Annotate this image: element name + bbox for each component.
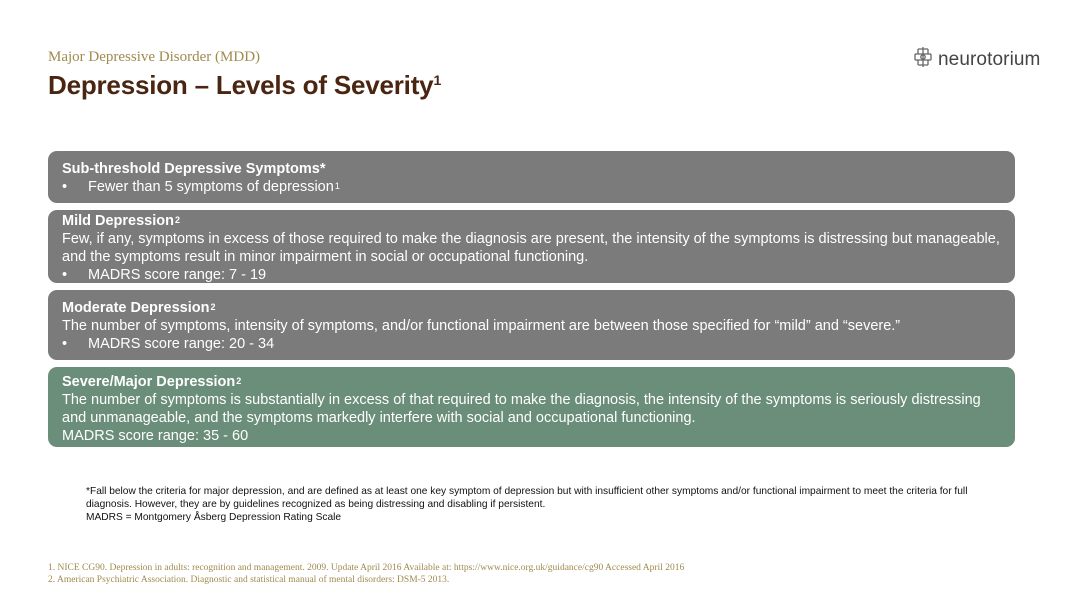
severity-box-subthreshold — [48, 151, 1015, 203]
bullet-sup: 1 — [334, 181, 340, 191]
severity-box-moderate — [48, 290, 1015, 360]
footnote — [86, 485, 1006, 524]
heading-sup: 2 — [236, 376, 242, 386]
section-eyebrow: Major Depressive Disorder (MDD) — [48, 49, 261, 65]
severity-heading-text: Mild Depression — [62, 213, 174, 229]
footnote-definition: *Fall below the criteria for major depression, and are defined as at least one key symptom of depression but with insufficient other symptoms and/or functional impairment to meet the criteria for full diagnosis. However, they are by guidelines recognized as being distressing and disabling if persistent. — [86, 486, 968, 510]
bullet-text: MADRS score range: 7 - 19 — [88, 267, 267, 283]
severity-bullet — [62, 266, 1001, 284]
severity-heading — [62, 373, 1001, 391]
title-reference-sup: 1 — [433, 72, 442, 88]
footnote-abbreviation: MADRS = Montgomery Åsberg Depression Rating Scale — [86, 512, 342, 523]
heading-sup: 2 — [210, 302, 216, 312]
brand-logo — [912, 45, 1040, 74]
severity-heading-text: Severe/Major Depression — [62, 374, 236, 390]
bullet-dot: • — [62, 179, 68, 195]
severity-box-severe — [48, 367, 1015, 447]
heading-sup: 2 — [175, 215, 181, 225]
reference-item: 2. American Psychiatric Association. Diagnostic and statistical manual of mental disorders: DSM-5 2013. — [48, 575, 450, 585]
severity-heading — [62, 299, 1001, 317]
page-title-text: Depression – Levels of Severity — [48, 70, 434, 100]
severity-bullet — [62, 335, 1001, 353]
severity-description: The number of symptoms is substantially in excess of that required to make the diagnosis, the intensity of the symptoms is seriously distressing and unmanageable, and the symptoms markedly interfere with social and occupational functioning. — [62, 392, 981, 426]
bullet-dot: • — [62, 336, 68, 352]
severity-range: MADRS score range: 35 - 60 — [62, 428, 249, 444]
bullet-text: MADRS score range: 20 - 34 — [88, 336, 275, 352]
bullet-text — [88, 178, 340, 196]
reference-item: 1. NICE CG90. Depression in adults: recognition and management. 2009. Update April 2016 Available at: https://www.nice.org.uk/guidance/cg90 Accessed April 2016 — [48, 563, 685, 573]
severity-box-mild — [48, 210, 1015, 283]
neurotorium-logo-icon — [912, 45, 934, 74]
severity-heading — [62, 160, 1001, 178]
severity-heading-text: Moderate Depression — [62, 300, 210, 316]
severity-description: Few, if any, symptoms in excess of those required to make the diagnosis are present, the intensity of the symptoms is distressing but manageable, and the symptoms result in minor impairment in social or occupational functioning. — [62, 231, 1000, 265]
references — [48, 562, 684, 586]
bullet-text-value: Fewer than 5 symptoms of depression — [88, 179, 334, 195]
bullet-dot: • — [62, 267, 68, 283]
severity-heading — [62, 212, 1001, 230]
page-title — [48, 70, 441, 101]
severity-bullet — [62, 178, 1001, 196]
brand-name: neurotorium — [938, 48, 1041, 70]
severity-heading-text: Sub-threshold Depressive Symptoms* — [62, 161, 326, 177]
severity-description: The number of symptoms, intensity of symptoms, and/or functional impairment are between those specified for “mild” and “severe.” — [62, 318, 901, 334]
